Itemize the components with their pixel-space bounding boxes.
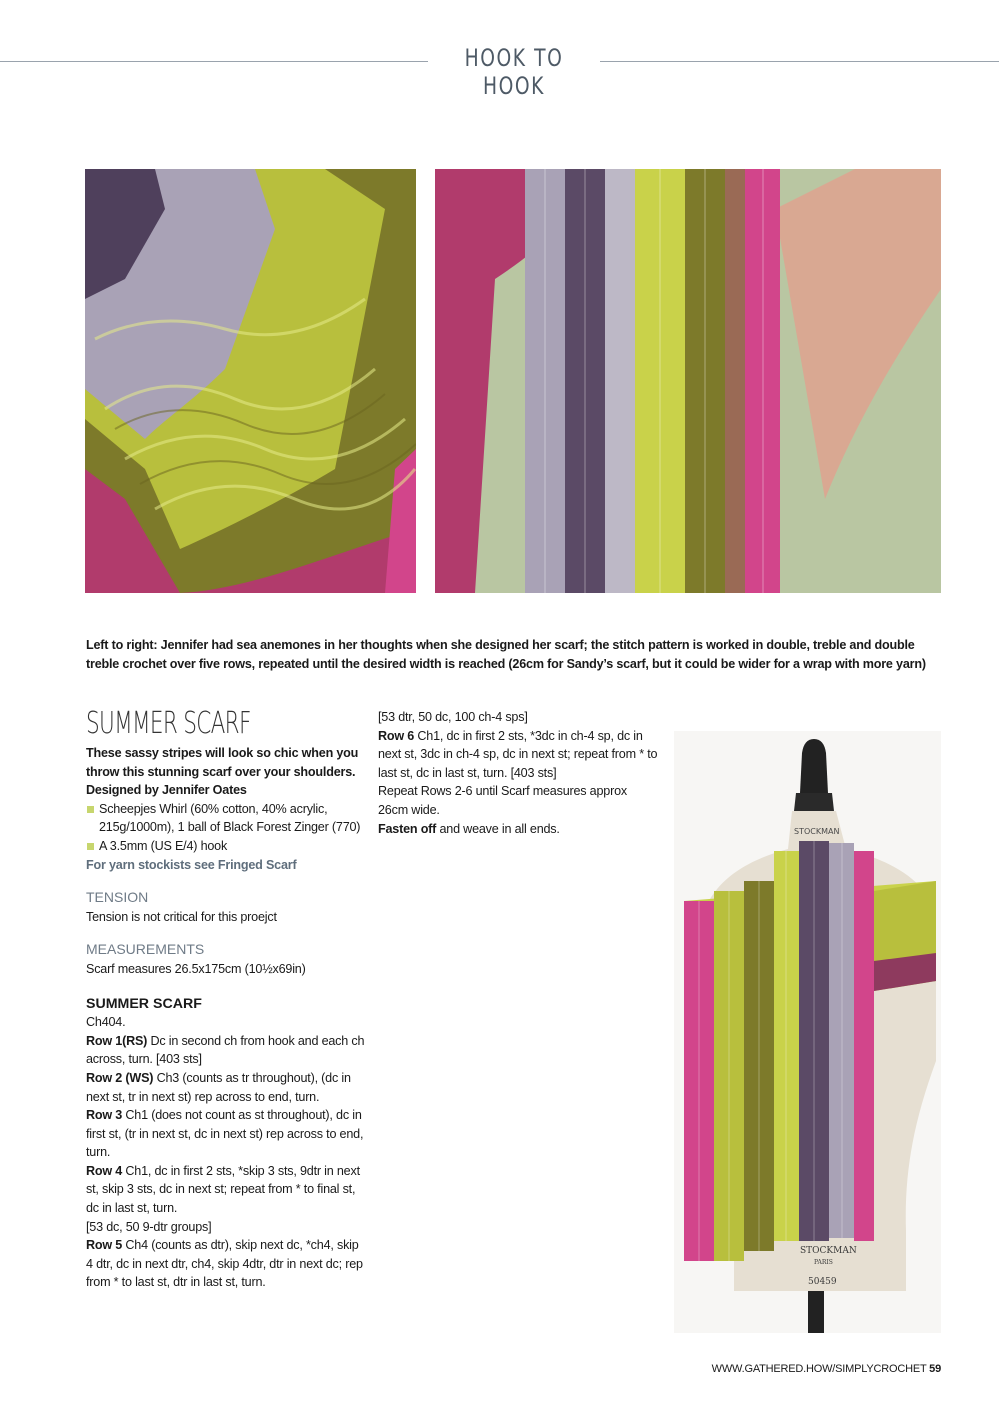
pattern-title: SUMMER SCARF (86, 706, 251, 741)
foundation-chain: Ch404. (86, 1015, 126, 1030)
footer-url: WWW.GATHERED.HOW/SIMPLYCROCHET (711, 1363, 927, 1375)
pattern-column-middle (378, 708, 660, 838)
pattern-row: Row 6 Ch1, dc in first 2 sts, *3dc in ch-4 sp, dc in next st, 3dc in ch-4 sp, dc in next st; repeat from * to last st, dc in last st, turn. [403 sts] (378, 728, 658, 780)
pattern-row: [53 dc, 50 9-dtr groups] (86, 1219, 212, 1234)
pattern-row: Row 5 Ch4 (counts as dtr), skip next dc, *ch4, skip 4 dtr, dc in next dtr, ch4, skip 4dtr, dtr in next dc; rep from * to last st, dtr in last st, turn. (86, 1238, 363, 1290)
pattern-row: Row 1(RS) Dc in second ch from hook and each ch across, turn. [403 sts] (86, 1033, 365, 1067)
mannequin-label-city: PARIS (814, 1259, 833, 1266)
photo-scarf-closeup (85, 169, 416, 593)
page-number: 59 (929, 1363, 941, 1375)
mannequin-label-number: 50459 (808, 1277, 837, 1287)
tension-text: Tension is not critical for this proejct (86, 909, 277, 924)
pattern-column-left (86, 706, 366, 1292)
material-item: A 3.5mm (US E/4) hook (86, 837, 366, 856)
pattern-row: [53 dtr, 50 dc, 100 ch-4 sps] (378, 710, 528, 724)
square-bullet-icon (87, 806, 94, 813)
photo-scarf-worn (435, 169, 941, 593)
material-item: Scheepjes Whirl (60% cotton, 40% acrylic, 215g/1000m), 1 ball of Black Forest Zinger (770) (86, 800, 366, 837)
pattern-row: Row 4 Ch1, dc in first 2 sts, *skip 3 sts, 9dtr in next st, skip 3 sts, dc in next st; repeat from * to final st, dc in last st, turn. (86, 1163, 360, 1216)
pattern-row: Row 2 (WS) Ch3 (counts as tr throughout), (dc in next st, tr in next st) rep across to end, turn. (86, 1070, 351, 1104)
photo-scarf-mannequin (674, 731, 941, 1333)
section-title: HOOK TO HOOK (464, 44, 564, 100)
square-bullet-icon (87, 843, 94, 850)
stockist-note: For yarn stockists see Fringed Scarf (86, 857, 297, 872)
pattern-intro: These sassy stripes will look so chic when you throw this stunning scarf over your shoulders. Designed by Jennifer Oates (86, 746, 359, 798)
header-rule-left (0, 61, 428, 62)
pattern-row: Row 3 Ch1 (does not count as st throughout), dc in first st, (tr in next st, dc in next st) rep across to end, turn. (86, 1108, 364, 1160)
tension-heading: TENSION (86, 889, 149, 906)
measurements-heading: MEASUREMENTS (86, 941, 205, 958)
page-footer (712, 1363, 941, 1375)
measurements-text: Scarf measures 26.5x175cm (10½x69in) (86, 961, 306, 976)
header-rule-right (600, 61, 999, 62)
pattern-row: Repeat Rows 2-6 until Scarf measures approx 26cm wide. (378, 784, 627, 817)
photo-caption: Left to right: Jennifer had sea anemones in her thoughts when she designed her scarf; the stitch pattern is worked in double, treble and double treble crochet over five rows, repeated until the desired width is reached (26cm for Sandy’s scarf, but it could be wider for a wrap with more yarn) (86, 638, 926, 671)
instructions-heading: SUMMER SCARF (86, 995, 202, 1012)
mannequin-label-top: STOCKMAN (794, 827, 840, 836)
pattern-row: Fasten off and weave in all ends. (378, 821, 560, 836)
mannequin-label-brand: STOCKMAN (800, 1246, 857, 1256)
